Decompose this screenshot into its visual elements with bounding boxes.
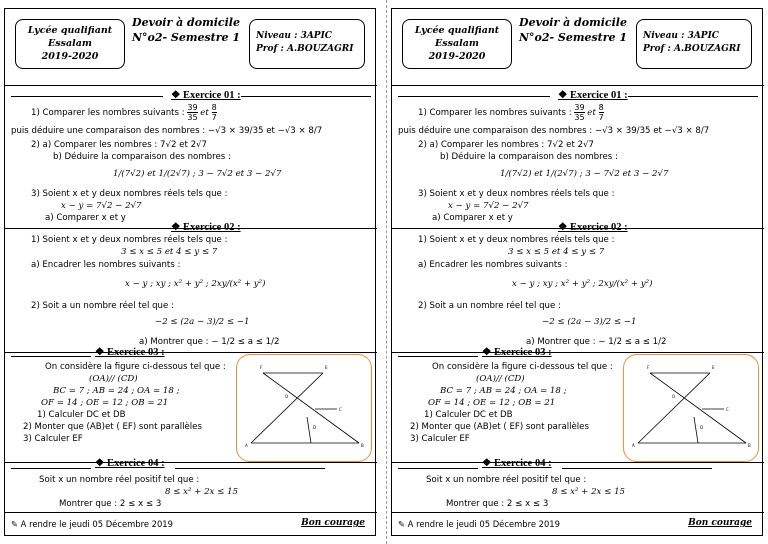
ex2-l2: 3 ≤ x ≤ 5 et 4 ≤ y ≤ 7 [508, 247, 605, 257]
title-rule [398, 96, 550, 97]
geometry-figure [236, 354, 372, 462]
label-c: C [726, 407, 729, 412]
ex3-l3: BC = 7 ; AB = 24 ; OA = 18 ; [440, 386, 567, 396]
ex3-l1: On considère la figure ci-dessous tel que : [432, 362, 613, 372]
ex3-l2: (OA)// (CD) [89, 374, 138, 384]
label-e: E [712, 365, 715, 370]
ex1-q2a: 2) a) Comparer les nombres : 7√2 et 2√7 [31, 140, 207, 150]
devoir-title: Devoir à domicile [519, 16, 627, 29]
ex4-l2: 8 ≤ x² + 2x ≤ 15 [165, 487, 239, 497]
school-name: Lycée qualifiant [414, 25, 500, 36]
ex1-q2a: 2) a) Comparer les nombres : 7√2 et 2√7 [418, 140, 594, 150]
ex4-l3: Montrer que : 2 ≤ x ≤ 3 [59, 499, 162, 509]
label-c: C [339, 407, 342, 412]
header [402, 13, 752, 75]
title-rule [398, 356, 478, 357]
label-f: F [260, 365, 263, 370]
school-year: 2019-2020 [41, 51, 99, 62]
school-city: Essalam [48, 38, 92, 49]
ex1-q2c: 1/(7√2) et 1/(2√7) ; 3 − 7√2 et 3 − 2√7 [113, 169, 282, 179]
ex3-l6: 2) Monter que (AB)et ( EF) sont parallèles [410, 422, 589, 432]
ex3-l5: 1) Calculer DC et DB [424, 410, 513, 420]
ex1-q2b: b) Déduire la comparaison des nombres : [53, 152, 231, 162]
school-city: Essalam [435, 38, 479, 49]
page-divider [386, 0, 387, 544]
ex1-q1b: puis déduire une comparaison des nombres : −√3 × 39/35 et −√3 × 8/7 [398, 126, 710, 136]
ex2-l3: a) Encadrer les nombres suivants : [418, 260, 568, 270]
good-luck: Bon courage [688, 518, 752, 528]
label-b: B [748, 443, 751, 448]
ex3-l1: On considère la figure ci-dessous tel que : [45, 362, 226, 372]
ex2-l7: a) Montrer que : − 1/2 ≤ a ≤ 1/2 [526, 337, 667, 347]
ex3-l5: 1) Calculer DC et DB [37, 410, 126, 420]
ex3-l4: OF = 14 ; OE = 12 ; OB = 21 [41, 398, 169, 408]
exercise-title: ❖ Exercice 01 : [558, 90, 628, 101]
ex2-l5: 2) Soit a un nombre réel tel que : [31, 301, 174, 311]
ex1-q2b: b) Déduire la comparaison des nombres : [440, 152, 618, 162]
ex2-l6: −2 ≤ (2a − 3)/2 ≤ −1 [542, 317, 637, 327]
level: Niveau : 3APIC [643, 31, 719, 41]
label-a: A [632, 443, 635, 448]
section-divider [392, 352, 764, 353]
figure-drawing [624, 355, 757, 460]
label-o: O [285, 394, 289, 399]
title-rule [398, 468, 478, 469]
school-box [402, 19, 512, 69]
exercise-title: ❖ Exercice 02 : [558, 222, 628, 233]
devoir-box [127, 13, 245, 71]
info-box [636, 19, 752, 69]
ex2-l4: x − y ; xy ; x² + y² ; 2xy/(x² + y²) [125, 279, 266, 289]
title-rule [11, 468, 91, 469]
ex1-q1: 1) Comparer les nombres suivants : $\frac{39}{35}$ et $\frac{8}{7}$ [31, 103, 217, 122]
worksheet-page [4, 8, 376, 536]
label-f: F [647, 365, 650, 370]
ex1-q1: 1) Comparer les nombres suivants : $\frac{39}{35}$ et $\frac{8}{7}$ [418, 103, 604, 122]
geometry-figure [623, 354, 759, 462]
ex2-l2: 3 ≤ x ≤ 5 et 4 ≤ y ≤ 7 [121, 247, 218, 257]
school-year: 2019-2020 [428, 51, 486, 62]
section-divider [392, 462, 764, 463]
title-rule [241, 96, 371, 97]
footer [5, 512, 377, 535]
exercise-title: ❖ Exercice 03 : [482, 347, 552, 358]
label-d: D [700, 425, 704, 430]
school-name: Lycée qualifiant [27, 25, 113, 36]
ex3-l3: BC = 7 ; AB = 24 ; OA = 18 ; [53, 386, 180, 396]
devoir-number: N°o2- Semestre 1 [131, 31, 241, 44]
label-a: A [245, 443, 248, 448]
devoir-number: N°o2- Semestre 1 [518, 31, 628, 44]
ex2-l6: −2 ≤ (2a − 3)/2 ≤ −1 [155, 317, 250, 327]
ex1-q3c: a) Comparer x et y [45, 213, 126, 223]
due-date: ✎ A rendre le jeudi 05 Décembre 2019 [11, 519, 173, 529]
due-date: ✎ A rendre le jeudi 05 Décembre 2019 [398, 519, 560, 529]
section-divider [5, 85, 377, 86]
school-box [15, 19, 125, 69]
title-rule [562, 468, 712, 469]
ex2-l3: a) Encadrer les nombres suivants : [31, 260, 181, 270]
ex2-l1: 1) Soient x et y deux nombres réels tels que : [31, 235, 228, 245]
footer [392, 512, 764, 535]
label-e: E [325, 365, 328, 370]
ex3-l7: 3) Calculer EF [23, 434, 83, 444]
ex1-q3c: a) Comparer x et y [432, 213, 513, 223]
title-rule [628, 96, 758, 97]
section-divider [5, 352, 377, 353]
header [15, 13, 365, 75]
ex3-l2: (OA)// (CD) [476, 374, 525, 384]
exercise-title: ❖ Exercice 03 : [95, 347, 165, 358]
title-rule [175, 468, 325, 469]
label-b: B [361, 443, 364, 448]
exercise-title: ❖ Exercice 04 : [482, 458, 552, 469]
section-divider [5, 462, 377, 463]
label-o: O [672, 394, 676, 399]
exercise-title: ❖ Exercice 01 : [171, 90, 241, 101]
ex1-q3b: x − y = 7√2 − 2√7 [448, 201, 529, 211]
ex2-l7: a) Montrer que : − 1/2 ≤ a ≤ 1/2 [139, 337, 280, 347]
figure-drawing [237, 355, 370, 460]
good-luck: Bon courage [301, 518, 365, 528]
ex1-q1b: puis déduire une comparaison des nombres : −√3 × 39/35 et −√3 × 8/7 [11, 126, 323, 136]
worksheet-page [391, 8, 763, 536]
exercise-title: ❖ Exercice 02 : [171, 222, 241, 233]
ex3-l4: OF = 14 ; OE = 12 ; OB = 21 [428, 398, 556, 408]
label-d: D [313, 425, 317, 430]
section-divider [392, 85, 764, 86]
ex1-q2c: 1/(7√2) et 1/(2√7) ; 3 − 7√2 et 3 − 2√7 [500, 169, 669, 179]
ex3-l7: 3) Calculer EF [410, 434, 470, 444]
ex1-q3: 3) Soient x et y deux nombres réels tels que : [31, 189, 228, 199]
ex2-l1: 1) Soient x et y deux nombres réels tels que : [418, 235, 615, 245]
teacher: Prof : A.BOUZAGRI [643, 44, 741, 54]
ex4-l1: Soit x un nombre réel positif tel que : [39, 475, 200, 485]
ex1-q3: 3) Soient x et y deux nombres réels tels que : [418, 189, 615, 199]
ex3-l6: 2) Monter que (AB)et ( EF) sont parallèles [23, 422, 202, 432]
ex1-q3b: x − y = 7√2 − 2√7 [61, 201, 142, 211]
exercise-title: ❖ Exercice 04 : [95, 458, 165, 469]
devoir-title: Devoir à domicile [132, 16, 240, 29]
ex4-l3: Montrer que : 2 ≤ x ≤ 3 [446, 499, 549, 509]
title-rule [11, 96, 163, 97]
ex4-l2: 8 ≤ x² + 2x ≤ 15 [552, 487, 626, 497]
ex2-l4: x − y ; xy ; x² + y² ; 2xy/(x² + y²) [512, 279, 653, 289]
level: Niveau : 3APIC [256, 31, 332, 41]
ex4-l1: Soit x un nombre réel positif tel que : [426, 475, 587, 485]
teacher: Prof : A.BOUZAGRI [256, 44, 354, 54]
title-rule [11, 356, 91, 357]
devoir-box [514, 13, 632, 71]
info-box [249, 19, 365, 69]
ex2-l5: 2) Soit a un nombre réel tel que : [418, 301, 561, 311]
